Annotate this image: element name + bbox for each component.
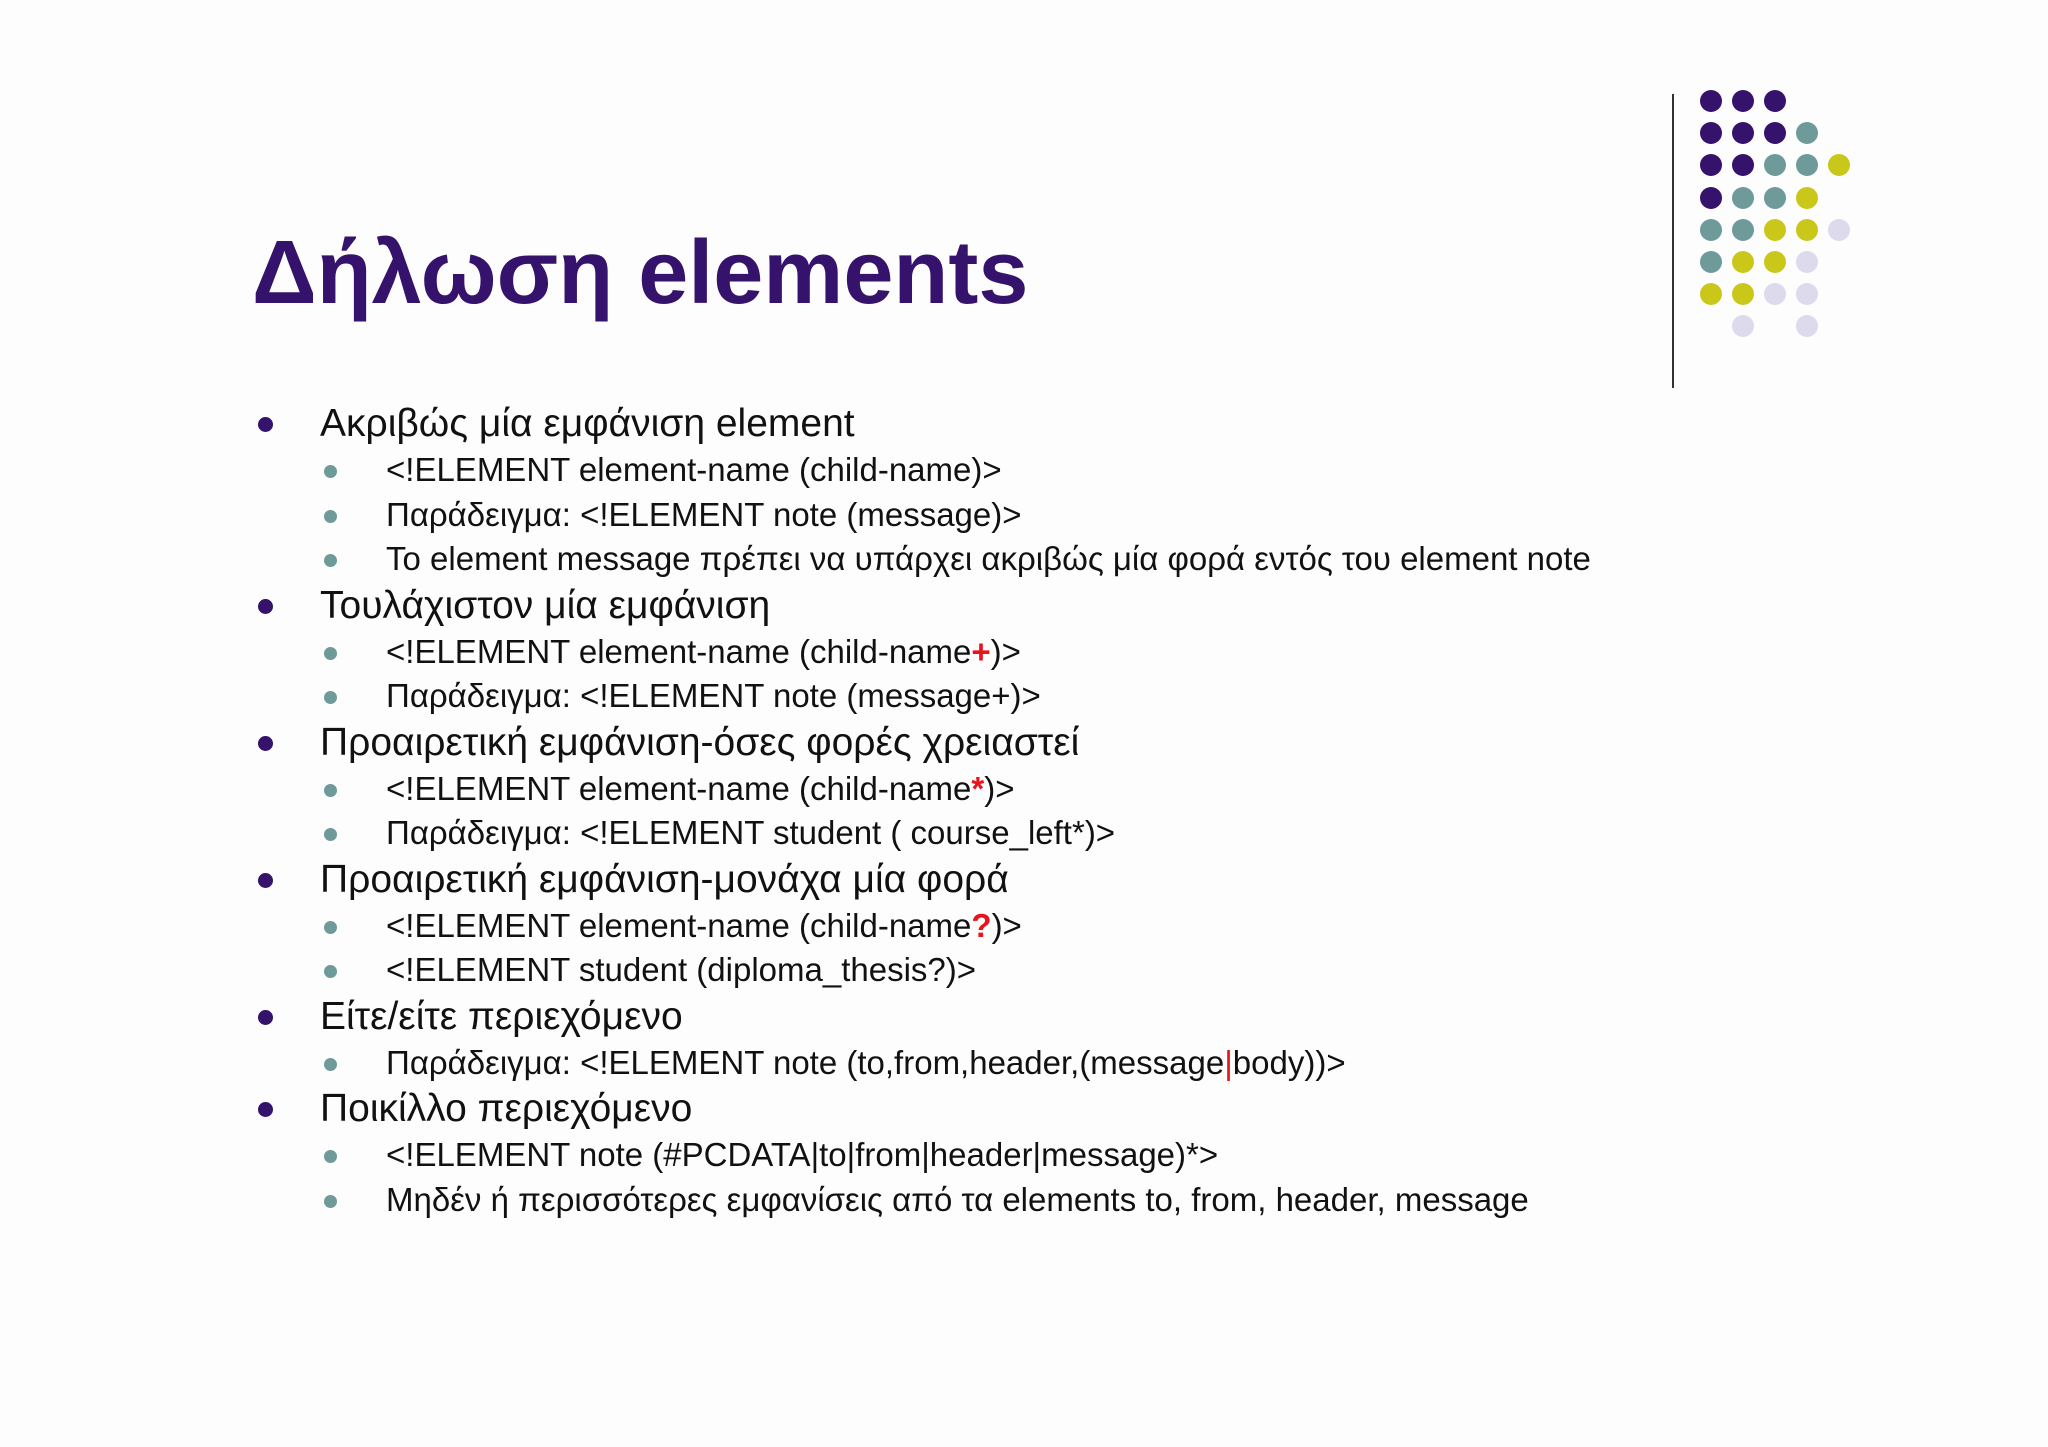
bullet-text: Προαιρετική εμφάνιση-μονάχα μία φορά bbox=[320, 857, 1009, 901]
bullet-item bbox=[320, 1085, 2048, 1133]
bullet-dot-icon bbox=[258, 736, 273, 751]
decorative-dot-lavender bbox=[1796, 315, 1818, 337]
sub-bullet-item bbox=[386, 448, 2048, 493]
bullet-dot-icon bbox=[258, 873, 273, 888]
decorative-dot-purple bbox=[1700, 187, 1722, 209]
bullet-text: Προαιρετική εμφάνιση-όσες φορές χρειαστεί bbox=[320, 720, 1080, 764]
syntax-text-pre: <!ELEMENT element-name (child-name bbox=[386, 769, 972, 807]
decorative-dot-lime bbox=[1732, 283, 1754, 305]
syntax-text-post: )> bbox=[984, 769, 1015, 807]
sub-bullet-dot-icon bbox=[324, 1195, 337, 1208]
sub-bullet-item bbox=[386, 537, 2048, 582]
syntax-text-post: )> bbox=[991, 906, 1022, 944]
bullet-dot-icon bbox=[258, 417, 273, 432]
syntax-text-pre: <!ELEMENT element-name (child-name bbox=[386, 632, 972, 670]
sub-bullet-text: Παράδειγμα: <!ELEMENT note (message)> bbox=[386, 495, 1022, 533]
sub-bullet-dot-icon bbox=[324, 921, 337, 934]
decorative-dot-grid bbox=[1700, 90, 1880, 350]
sub-bullet-item bbox=[386, 630, 2048, 675]
decorative-dot-purple bbox=[1764, 90, 1786, 112]
sub-bullet-text: Μηδέν ή περισσότερες εμφανίσεις από τα elements to, from, header, message bbox=[386, 1180, 1529, 1218]
sub-bullet-item bbox=[386, 767, 2048, 812]
sub-bullet-dot-icon bbox=[324, 691, 337, 704]
bullet-item bbox=[320, 993, 2048, 1041]
bullet-list bbox=[0, 400, 2048, 1222]
bullet-item bbox=[320, 582, 2048, 630]
choice-operator: | bbox=[1224, 1043, 1233, 1081]
sub-bullet-dot-icon bbox=[324, 465, 337, 478]
decorative-dot-lavender bbox=[1764, 283, 1786, 305]
bullet-item bbox=[320, 719, 2048, 767]
sub-bullet-dot-icon bbox=[324, 1150, 337, 1163]
decorative-dot-teal bbox=[1732, 187, 1754, 209]
slide-title: Δήλωση elements bbox=[252, 223, 1029, 323]
one-or-more-operator: + bbox=[971, 632, 991, 670]
decorative-dot-teal bbox=[1764, 154, 1786, 176]
decorative-dot-teal bbox=[1732, 219, 1754, 241]
title-divider-line bbox=[1672, 94, 1674, 388]
sub-bullet-item bbox=[386, 811, 2048, 856]
bullet-dot-icon bbox=[258, 599, 273, 614]
decorative-dot-lime bbox=[1796, 219, 1818, 241]
decorative-dot-lime bbox=[1796, 187, 1818, 209]
sub-bullet-item bbox=[386, 948, 2048, 993]
sub-bullet-text: <!ELEMENT element-name (child-name)> bbox=[386, 451, 1002, 488]
sub-bullet-dot-icon bbox=[324, 554, 337, 567]
decorative-dot-teal bbox=[1796, 154, 1818, 176]
optional-operator: ? bbox=[971, 906, 992, 944]
sub-bullet-dot-icon bbox=[324, 828, 337, 841]
decorative-dot-teal bbox=[1700, 251, 1722, 273]
decorative-dot-lime bbox=[1828, 154, 1850, 176]
decorative-dot-teal bbox=[1796, 122, 1818, 144]
decorative-dot-lime bbox=[1700, 283, 1722, 305]
decorative-dot-lime bbox=[1732, 251, 1754, 273]
sub-bullet-item bbox=[386, 493, 2048, 538]
decorative-dot-purple bbox=[1700, 154, 1722, 176]
decorative-dot-lavender bbox=[1828, 219, 1850, 241]
sub-bullet-item bbox=[386, 904, 2048, 949]
decorative-dot-lavender bbox=[1796, 283, 1818, 305]
bullet-dot-icon bbox=[258, 1010, 273, 1025]
sub-bullet-item bbox=[386, 674, 2048, 719]
sub-bullet-text: Το element message πρέπει να υπάρχει ακριβώς μία φορά εντός του element note bbox=[386, 540, 1591, 577]
sub-bullet-item bbox=[386, 1178, 2048, 1223]
bullet-dot-icon bbox=[258, 1102, 273, 1117]
bullet-text: Ακριβώς μία εμφάνιση element bbox=[320, 402, 855, 445]
decorative-dot-purple bbox=[1732, 154, 1754, 176]
decorative-dot-purple bbox=[1700, 90, 1722, 112]
bullet-item bbox=[320, 856, 2048, 904]
bullet-item bbox=[320, 400, 2048, 448]
sub-bullet-dot-icon bbox=[324, 965, 337, 978]
decorative-dot-purple bbox=[1732, 90, 1754, 112]
bullet-text: Είτε/είτε περιεχόμενο bbox=[320, 994, 683, 1038]
sub-bullet-text: <!ELEMENT student (diploma_thesis?)> bbox=[386, 951, 977, 988]
sub-bullet-dot-icon bbox=[324, 784, 337, 797]
sub-bullet-item bbox=[386, 1041, 2048, 1086]
decorative-dot-lime bbox=[1764, 219, 1786, 241]
bullet-text: Ποικίλλο περιεχόμενο bbox=[320, 1087, 693, 1130]
zero-or-more-operator: * bbox=[971, 769, 985, 807]
decorative-dot-purple bbox=[1700, 122, 1722, 144]
sub-bullet-text: Παράδειγμα: <!ELEMENT note (message+)> bbox=[386, 677, 1041, 714]
sub-bullet-dot-icon bbox=[324, 1058, 337, 1071]
decorative-dot-teal bbox=[1764, 187, 1786, 209]
sub-bullet-text: <!ELEMENT note (#PCDATA|to|from|header|message)*> bbox=[386, 1136, 1219, 1173]
decorative-dot-teal bbox=[1700, 219, 1722, 241]
syntax-text-post: )> bbox=[990, 632, 1021, 670]
sub-bullet-text: Παράδειγμα: <!ELEMENT student ( course_left*)> bbox=[386, 814, 1116, 851]
sub-bullet-item bbox=[386, 1133, 2048, 1178]
sub-bullet-dot-icon bbox=[324, 647, 337, 660]
bullet-text: Τουλάχιστον μία εμφάνιση bbox=[320, 583, 771, 627]
decorative-dot-purple bbox=[1732, 122, 1754, 144]
sub-bullet-dot-icon bbox=[324, 510, 337, 523]
decorative-dot-lavender bbox=[1732, 315, 1754, 337]
syntax-text-pre: Παράδειγμα: <!ELEMENT note (to,from,header,(message bbox=[386, 1043, 1225, 1081]
syntax-text-pre: <!ELEMENT element-name (child-name bbox=[386, 906, 972, 944]
decorative-dot-purple bbox=[1764, 122, 1786, 144]
decorative-dot-lime bbox=[1764, 251, 1786, 273]
syntax-text-post: body))> bbox=[1232, 1043, 1346, 1081]
decorative-dot-lavender bbox=[1796, 251, 1818, 273]
